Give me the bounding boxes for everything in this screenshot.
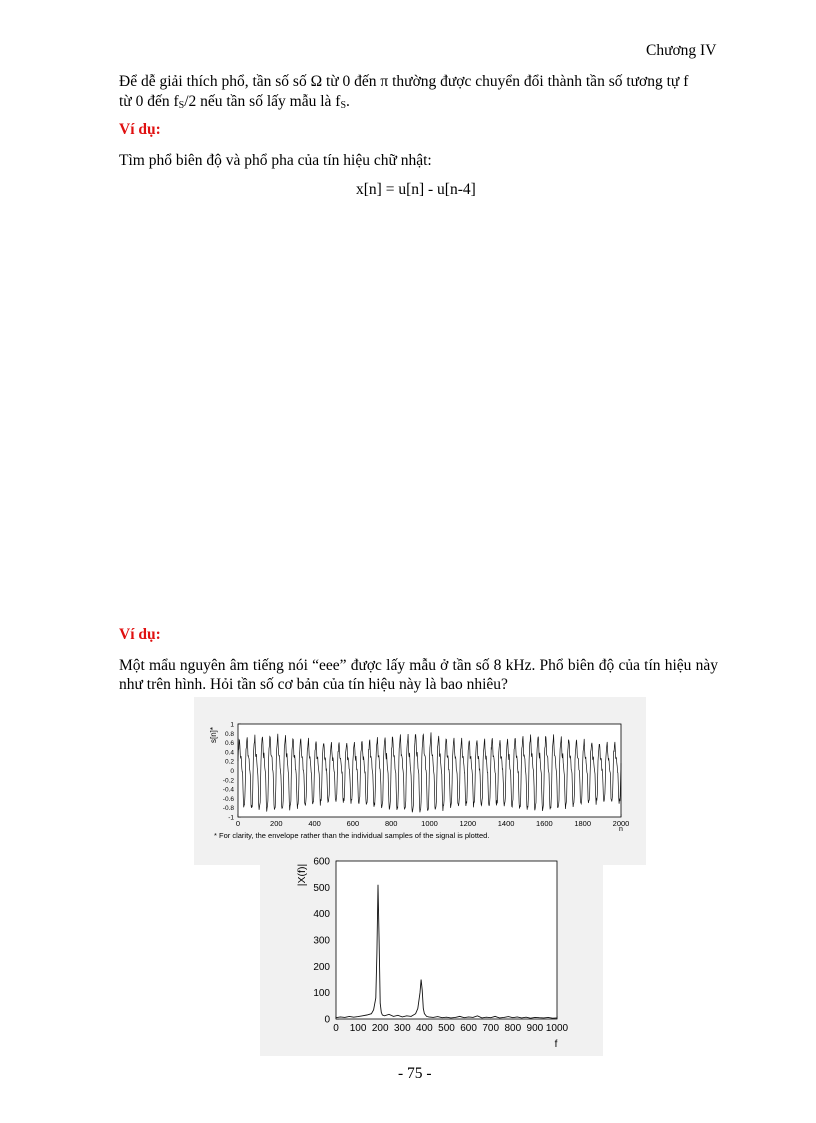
signal-x-tick-label: 2000 — [612, 819, 630, 828]
spectrum-x-tick-label: 100 — [349, 1023, 367, 1034]
signal-y-axis-label: s[n]* — [209, 726, 218, 744]
spectrum-x-tick-label: 700 — [482, 1023, 500, 1034]
signal-y-tick-label: 1 — [230, 721, 234, 729]
spectrum-y-tick-label: 100 — [313, 988, 330, 1000]
example-1-heading: Ví dụ: — [119, 121, 161, 138]
spectrum-x-tick-label: 900 — [526, 1023, 544, 1034]
spectrum-y-tick-label: 400 — [313, 909, 330, 921]
signal-x-tick-label: 600 — [346, 819, 360, 828]
spectrum-x-tick-label: 500 — [438, 1023, 455, 1034]
signal-x-tick-label: 1200 — [459, 819, 477, 828]
intro-line-2: từ 0 đến $f_S/2$ nếu tần số lấy mẫu là $f_S$. — [119, 93, 350, 111]
spectrum-x-tick-label: 600 — [460, 1023, 477, 1034]
chapter-header: Chương IV — [646, 42, 717, 59]
signal-footnote: * For clarity, the envelope rather than the individual samples of the signal is plotted. — [214, 831, 490, 840]
spectrum-x-tick-label: 800 — [504, 1023, 522, 1034]
spectrum-x-tick-label: 400 — [416, 1023, 433, 1034]
signal-y-tick-label: -0.4 — [222, 786, 234, 794]
signal-y-tick-label: 0.8 — [224, 730, 234, 738]
signal-y-tick-label: -0.8 — [222, 805, 234, 813]
spectrum-x-tick-label: 0 — [333, 1023, 339, 1034]
spectrum-y-tick-label: 300 — [313, 935, 330, 947]
spectrum-y-axis-label: |X(f)| — [296, 863, 308, 887]
spectrum-y-tick-label: 0 — [324, 1014, 330, 1026]
signal-figure — [194, 697, 646, 865]
spectrum-y-tick-label: 600 — [313, 856, 330, 868]
signal-y-tick-label: -0.2 — [222, 777, 234, 785]
signal-y-tick-label: 0.2 — [224, 758, 234, 766]
signal-x-tick-label: 1600 — [536, 819, 553, 828]
signal-x-tick-label: 1000 — [421, 819, 438, 828]
spectrum-y-tick-label: 500 — [313, 882, 330, 894]
signal-x-tick-label: 0 — [235, 819, 241, 828]
signal-y-tick-label: -1 — [228, 814, 234, 822]
signal-y-tick-label: 0.4 — [224, 749, 234, 757]
signal-x-tick-label: 1400 — [497, 819, 515, 828]
signal-y-tick-label: -0.6 — [222, 795, 234, 803]
spectrum-x-tick-label: 300 — [393, 1023, 411, 1034]
page-number: - 75 - — [398, 1065, 432, 1082]
spectrum-x-tick-label: 200 — [371, 1023, 389, 1034]
signal-x-tick-label: 200 — [270, 819, 283, 828]
example-2-heading: Ví dụ: — [119, 626, 161, 643]
example-1-prompt: Tìm phổ biên độ và phổ pha của tín hiệu chữ nhật: — [119, 152, 432, 169]
signal-y-tick-label: 0 — [230, 768, 234, 775]
signal-x-axis-label: n — [619, 826, 623, 833]
signal-y-tick-label: 0.6 — [224, 740, 234, 748]
example-1-equation: x[n] = u[n] - u[n-4] — [356, 181, 476, 198]
signal-x-tick-label: 400 — [308, 819, 321, 828]
intro-line-1: Để dễ giải thích phổ, tần số số Ω từ 0 đến π thường được chuyển đổi thành tần số tương tự f — [119, 73, 689, 90]
spectrum-x-axis-label: f — [554, 1039, 558, 1050]
spectrum-plot-area — [336, 861, 557, 1019]
signal-x-tick-label: 1800 — [574, 819, 592, 828]
spectrum-x-tick-label: 1000 — [545, 1023, 569, 1034]
spectrum-y-tick-label: 200 — [313, 961, 330, 973]
spectrum-figure — [260, 851, 603, 1056]
example-2-text: Một mẩu nguyên âm tiếng nói “eee” được lấy mẫu ở tần số 8 kHz. Phổ biên độ của tín hiệu này như trên hình. Hỏi tần số cơ bản của tín hiệu này là bao nhiêu? — [119, 657, 718, 693]
signal-x-tick-label: 800 — [384, 819, 398, 828]
